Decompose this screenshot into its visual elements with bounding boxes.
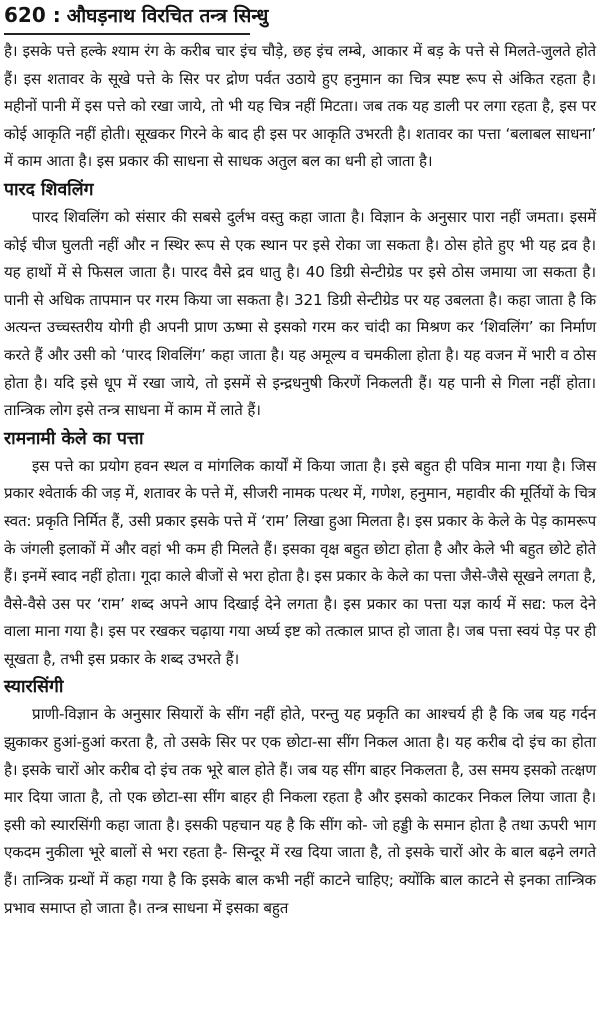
section-title-ramnami-kele-ka-patta: रामनामी केले का पत्ता xyxy=(4,428,144,449)
header-underline xyxy=(4,33,250,35)
section-title-parad-shivling: पारद शिवलिंग xyxy=(4,179,94,200)
book-title: औघड़नाथ विरचित तन्त्र सिन्धु xyxy=(66,5,269,27)
section-title-syarsingi: स्यारसिंगी xyxy=(4,677,64,698)
page-number: 620 : xyxy=(4,3,61,27)
section-paragraph-ramnami-kele-ka-patta: इस पत्ते का प्रयोग हवन स्थल व मांगलिक कार्यों में किया जाता है। इसे बहुत ही पवित्र माना गया है। जिस प्रकार श्वेतार्क की जड़ में, शतावर के पत्ते में, सीजरी नामक पत्थर में, गणेश, हनुमान, महावीर की मूर्तियों के चित्र स्वत: प्रकृति निर्मित हैं, उसी प्रकार इसके पत्ते में ‘राम’ लिखा हुआ मिलता है। इस प्रकार के केले के पेड़ कामरूप के जंगली इलाकों में और वहां भी कम ही मिलते हैं। इसका वृक्ष बहुत छोटा होता है और केले भी बहुत छोटे होते हैं। इनमें स्वाद नहीं होता। गूदा काले बीजों से भरा होता है। इस प्रकार के केले का पत्ता जैसे-जैसे सूखने लगता है, वैसे-वैसे उस पर ‘राम’ शब्द अपने आप दिखाई देने लगता है। इस प्रकार का पत्ता यज्ञ कार्य में सद्य: फल देने वाला माना गया है। इस पर रखकर चढ़ाया गया अर्घ्य इष्ट को तत्काल प्राप्त हो जाता है। जब पत्ता स्वयं पेड़ पर ही सूखता है, तभी इस प्रकार के शब्द उभरते हैं। xyxy=(4,456,596,668)
page-header xyxy=(4,2,596,36)
continued-paragraph: है। इसके पत्ते हल्के श्याम रंग के करीब चार इंच चौड़े, छह इंच लम्बे, आकार में बड़ के पत्ते से मिलते-जुलते होते हैं। इस शतावर के सूखे पत्ते के सिर पर द्रोण पर्वत उठाये हुए हनुमान का चित्र स्पष्ट रूप से अंकित रहता है। महीनों पानी में इस पत्ते को रखा जाये, तो भी यह चित्र नहीं मिटता। जब तक यह डाली पर लगा रहता है, इस पर कोई आकृति नहीं होती। सूखकर गिरने के बाद ही इस पर आकृति उभरती है। शतावर का पत्ता ‘बलाबल साधना’ में काम आता है। इस प्रकार की साधना से साधक अतुल बल का धनी हो जाता है। xyxy=(4,42,596,171)
section-paragraph-syarsingi: प्राणी-विज्ञान के अनुसार सियारों के सींग नहीं होते, परन्तु यह प्रकृति का आश्चर्य ही है कि जब यह गर्दन झुकाकर हुआं-हुआं करता है, तो उसके सिर पर एक छोटा-सा सींग निकल आता है। यह करीब दो इंच का होता है। इसके चारों ओर करीब दो इंच तक भूरे बाल होते हैं। जब यह सींग बाहर निकलता है, उस समय इसको तत्क्षण मार दिया जाता है, तो एक छोटा-सा सींग बाहर ही निकला रहता है और इसको काटकर निकल लिया जाता है। इसी को स्यारसिंगी कहा जाता है। इसकी पहचान यह है कि सींग को- जो हड्डी के समान होता है तथा ऊपरी भाग एकदम नुकीला भूरे बालों से भरा रहता है- सिन्दूर में रख दिया जाता है, तो इसके चारों ओर के बाल बढ़ने लगते हैं। तान्त्रिक ग्रन्थों में कहा गया है कि इसके बाल कभी नहीं काटने चाहिए; क्योंकि बाल काटने से इनका तान्त्रिक प्रभाव समाप्त हो जाता है। तन्त्र साधना में इसका बहुत xyxy=(4,705,596,917)
section-paragraph-parad-shivling: पारद शिवलिंग को संसार की सबसे दुर्लभ वस्तु कहा जाता है। विज्ञान के अनुसार पारा नहीं जमता। इसमें कोई चीज घुलती नहीं और न स्थिर रूप से एक स्थान पर इसे रोका जा सकता है। ठोस होते हुए भी यह द्रव है। यह हाथों में से फिसल जाता है। पारद वैसे द्रव धातु है। 40 डिग्री सेन्टीग्रेड पर इसे ठोस जमाया जा सकता है। पानी से अधिक तापमान पर गरम किया जा सकता है। 321 डिग्री सेन्टीग्रेड पर यह उबलता है। कहा जाता है कि अत्यन्त उच्चस्तरीय योगी ही अपनी प्राण ऊष्मा से इसको गरम कर चांदी का मिश्रण कर ‘शिवलिंग’ का निर्माण करते हैं और उसी को ‘पारद शिवलिंग’ कहा जाता है। यह अमूल्य व चमकीला होता है। यह वजन में भारी व ठोस होता है। यदि इसे धूप में रखा जाये, तो इसमें से इन्द्रधनुषी किरणें निकलती हैं। यह पानी से गिला नहीं होता। तान्त्रिक लोग इसे तन्त्र साधना में काम में लाते हैं। xyxy=(4,207,596,420)
